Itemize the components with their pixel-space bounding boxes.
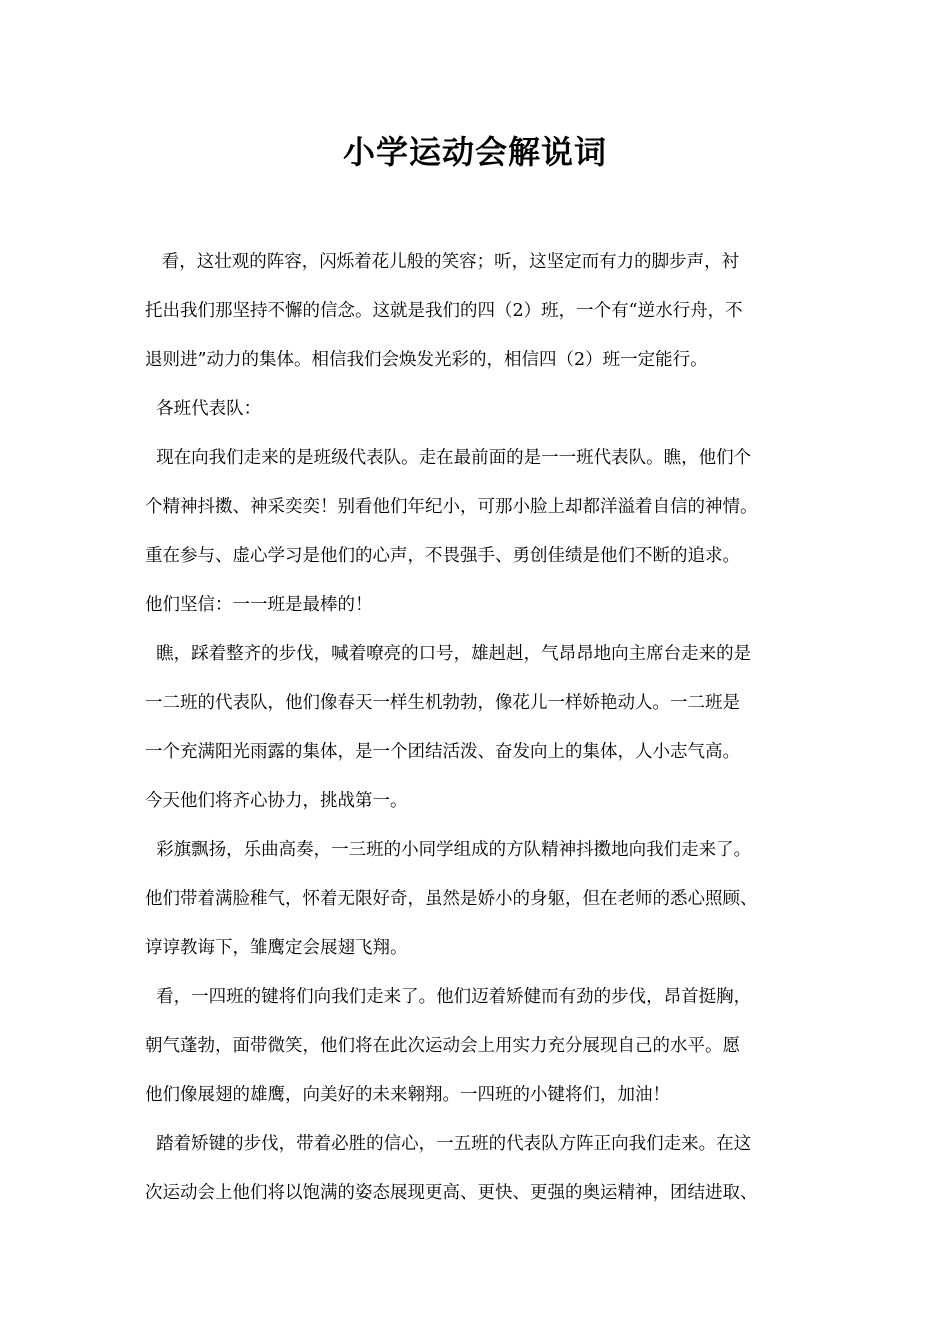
text-line: 瞧，踩着整齐的步伐，喊着嘹亮的口号，雄赳赳，气昂昂地向主席台走来的是	[145, 644, 752, 664]
text-line: 谆谆教诲下，雏鹰定会展翅飞翔。	[145, 938, 408, 958]
text-line: 各班代表队：	[145, 399, 262, 419]
text-line: 今天他们将齐心协力，挑战第一。	[145, 791, 408, 811]
text-line: 退则进”动力的集体。相信我们会焕发光彩的，相信四（2）班一定能行。	[145, 350, 708, 370]
text-line: 重在参与、虚心学习是他们的心声，不畏强手、勇创佳绩是他们不断的追求。	[145, 546, 740, 566]
document-title: 小学运动会解说词	[342, 133, 607, 171]
text-line: 一个充满阳光雨露的集体，是一个团结活泼、奋发向上的集体，人小志气高。	[145, 742, 740, 762]
text-line: 看，这壮观的阵容，闪烁着花儿般的笑容；听，这坚定而有力的脚步声，衬	[145, 252, 740, 272]
text-line: 一二班的代表队，他们像春天一样生机勃勃，像花儿一样娇艳动人。一二班是	[145, 693, 740, 713]
text-line: 彩旗飘扬，乐曲高奏，一三班的小同学组成的方队精神抖擞地向我们走来了。	[145, 840, 752, 860]
text-line: 他们坚信：一一班是最棒的！	[145, 595, 373, 615]
text-line: 朝气蓬勃，面带微笑，他们将在此次运动会上用实力充分展现自己的水平。愿	[145, 1036, 740, 1056]
text-line: 个精神抖擞、神采奕奕！别看他们年纪小，可那小脸上却都洋溢着自信的神情。	[145, 497, 758, 517]
text-line: 他们像展翅的雄鹰，向美好的未来翱翔。一四班的小键将们，加油！	[145, 1085, 670, 1105]
text-line: 看，一四班的键将们向我们走来了。他们迈着矫健而有劲的步伐，昂首挺胸，	[145, 987, 752, 1007]
text-line: 托出我们那坚持不懈的信念。这就是我们的四（2）班，一个有“逆水行舟，不	[145, 301, 743, 321]
text-line: 次运动会上他们将以饱满的姿态展现更高、更快、更强的奥运精神，团结进取、	[145, 1183, 758, 1203]
text-line: 他们带着满脸稚气，怀着无限好奇，虽然是娇小的身躯，但在老师的悉心照顾、	[145, 889, 758, 909]
document-body	[145, 238, 825, 1218]
text-line: 踏着矫键的步伐，带着必胜的信心，一五班的代表队方阵正向我们走来。在这	[145, 1134, 752, 1154]
text-line: 现在向我们走来的是班级代表队。走在最前面的是一一班代表队。瞧，他们个	[145, 448, 752, 468]
